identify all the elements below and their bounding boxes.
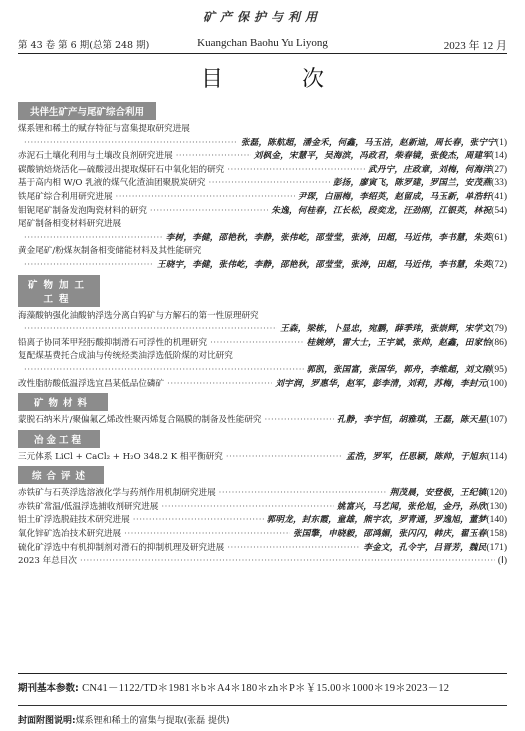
entry-title: 蒙脱石纳米片/聚偏氟乙烯改性聚丙烯复合隔膜的制备及性能研究 [18, 415, 262, 426]
entry-authors: 张国擎，申晓毅，邵鸿媚，张闪闪，韩庆，翟玉春 [292, 529, 487, 540]
entry-page: (140) [486, 515, 507, 526]
cover-text: 煤系锂和稀土的富集与提取(张磊 提供) [75, 716, 230, 726]
entry-page: (41) [491, 191, 507, 202]
entry-authors: 刘宇润，罗惠华，赵军，彭李清，刘莉，苏梅，李封元 [275, 378, 487, 389]
toc-entry[interactable] [18, 205, 507, 219]
entry-authors: 王晓宇，李健，张伟屹，李静，邵艳秋，邵莹莹，张涛，田超，马近伟，李书慧，朱英 [157, 259, 492, 270]
entry-title: 海藻酸钠强化油酸钠浮选分离白钨矿与方解石的第一性原理研究 [18, 310, 259, 321]
entry-page: (158) [486, 529, 507, 540]
parameters-value: CN41－1122/TD＊1981＊b＊A4＊180＊zh＊P＊￥15.00＊1000＊19＊2023－12 [82, 683, 450, 694]
entry-title: 赤铁矿与石英浮选溶液化学与药剂作用机制研究进展 [18, 488, 216, 499]
leader-dots [265, 414, 334, 428]
journal-title: 矿产保护与利用 [202, 10, 322, 24]
entry-authors: 郭明龙，封东霞，童雄，熊宇农，罗青通，罗逸旭，董梦 [266, 515, 487, 526]
toc-entry[interactable] [18, 245, 507, 272]
toc-entry[interactable] [18, 528, 507, 542]
issue-date: 2023 年 12 月 [443, 40, 507, 52]
entry-page: (171) [486, 542, 507, 553]
entry-title: 三元体系 LiCl + CaCl₂ + H₂O 348.2 K 相平衡研究 [18, 451, 223, 462]
entry-authors: 荆茂晨，安登极，王纪镇 [389, 488, 487, 499]
entry-page: (54) [491, 205, 507, 216]
entry-authors: 尹琛，白丽梅，李绍英，赵留成，马玉新，单浩轩 [297, 191, 492, 202]
leader-dots [24, 259, 154, 273]
journal-parameters [18, 680, 507, 695]
leader-dots [227, 164, 365, 178]
toc-entry[interactable] [18, 350, 507, 377]
entry-title: 钼铌尾矿制备发泡陶瓷材料的研究 [18, 205, 147, 216]
entry-page: (33) [491, 178, 507, 189]
entry-title: 赤泥石土壤化利用与土壤改良剂研究进展 [18, 151, 173, 162]
leader-dots [219, 487, 387, 501]
entry-page: (27) [491, 164, 507, 175]
toc-entry[interactable] [18, 310, 507, 337]
entry-title: 黄金尾矿/粉煤灰制备相变储能材料及其性能研究 [18, 246, 202, 257]
toc-entry[interactable] [18, 414, 507, 428]
entry-page: (95) [491, 364, 507, 375]
entry-title: 赤铁矿常温/低温浮选捕收剂研究进展 [18, 501, 159, 512]
entry-title: 复配煤基费托合成油与传统烃类油浮选低阶煤的对比研究 [18, 351, 233, 362]
toc-entry[interactable] [18, 218, 507, 245]
toc-entry[interactable] [18, 451, 507, 465]
issue-header [18, 37, 507, 51]
entry-authors: 孔静，李宇恒，胡雅琪，王磊，陈天星 [336, 415, 487, 426]
toc-entry[interactable] [18, 555, 507, 569]
leader-dots [161, 501, 334, 515]
header-rule [18, 53, 507, 54]
toc-entry[interactable] [18, 177, 507, 191]
entry-authors: 武丹宁，庄政章，刘梅，何海洋 [368, 164, 492, 175]
leader-dots [210, 337, 303, 351]
entry-title: 基于高内相 W/O 乳液的煤气化渣油团聚脱炭研究 [18, 178, 206, 189]
toc-entry[interactable] [18, 487, 507, 501]
toc-entry[interactable] [18, 501, 507, 515]
entry-title: 铝土矿浮选脱硅技术研究进展 [18, 515, 130, 526]
entry-authors: 姚富兴，马艺闻，张伦旭，金丹，孙欣 [336, 501, 487, 512]
leader-dots [24, 364, 304, 378]
entry-authors: 彭扬，廖寅飞，陈罗建，罗国兰，安茂燕 [332, 178, 492, 189]
leader-dots [167, 378, 272, 392]
entry-title: 2023 年总目次 [18, 556, 77, 567]
entry-page: (86) [491, 337, 507, 348]
footer-rule-2 [18, 705, 507, 706]
section-heading: 冶金工程 [18, 430, 100, 448]
entry-page: (Ⅰ) [497, 556, 507, 567]
entry-authors: 桂婉婷，雷大士，王宇斌，张帅，赵鑫，田家怡 [306, 337, 492, 348]
issue-number: 第 43 卷 第 6 期(总第 248 期) [18, 40, 150, 51]
entry-page: (120) [486, 488, 507, 499]
toc-entry[interactable] [18, 191, 507, 205]
leader-dots [226, 451, 343, 465]
entry-page: (72) [491, 259, 507, 270]
toc-entry[interactable] [18, 123, 507, 150]
table-of-contents [18, 100, 507, 569]
leader-dots [227, 542, 360, 556]
leader-dots [24, 137, 238, 151]
entry-title: 尾矿制备相变材料研究进展 [18, 219, 122, 230]
entry-title: 碳酸钠焙烧活化—硫酸浸出提取煤矸石中氧化铝的研究 [18, 164, 225, 175]
toc-entry[interactable] [18, 164, 507, 178]
parameters-label: 期刊基本参数: [18, 683, 79, 694]
section-heading: 共伴生矿产与尾矿综合利用 [18, 102, 156, 120]
footer-rule [18, 673, 507, 674]
leader-dots [133, 514, 264, 528]
journal-pinyin: Kuangchan Baohu Yu Liyong [197, 37, 328, 49]
entry-authors: 王森，梁栋，卜显忠，宛鹏，薛季玮，张崇辉，宋学文 [280, 324, 492, 335]
leader-dots [176, 150, 251, 164]
entry-page: (130) [486, 501, 507, 512]
leader-dots [24, 232, 163, 246]
cover-note [18, 713, 507, 726]
entry-authors: 李树，李健，邵艳秋，李静，张伟屹，邵莹莹，张涛，田超，马近伟，李书慧，朱英 [165, 232, 492, 243]
entry-authors: 郭凯，张国富，张国华，郭舟，李维超，刘文刚 [306, 364, 492, 375]
leader-dots [116, 191, 295, 205]
entry-authors: 孟浩，罗军，任思颖，陈帅，于旭东 [346, 451, 487, 462]
entry-page: (107) [486, 415, 507, 426]
leader-dots [209, 177, 330, 191]
toc-entry[interactable] [18, 150, 507, 164]
entry-title: 硫化矿浮选中有机抑制剂对滑石的抑制机理及研究进展 [18, 542, 225, 553]
section-heading: 矿物材料 [18, 393, 108, 411]
toc-entry[interactable] [18, 542, 507, 556]
entry-authors: 李金文，孔令宇，吕晋芳，魏民 [363, 542, 487, 553]
section-heading: 矿物加工工程 [18, 275, 100, 307]
entry-page: (114) [486, 451, 507, 462]
entry-title: 煤系锂和稀土的赋存特征与富集提取研究进展 [18, 124, 190, 134]
leader-dots [124, 528, 290, 542]
leader-dots [80, 555, 495, 569]
entry-page: (100) [486, 378, 507, 389]
entry-title: 改性脂肪酸低温浮选宜昌某低品位磷矿 [18, 378, 165, 389]
toc-entry[interactable] [18, 514, 507, 528]
entry-page: (1) [495, 137, 507, 148]
leader-dots [24, 323, 277, 337]
entry-page: (61) [491, 232, 507, 243]
entry-title: 氧化锌矿选冶技术研究进展 [18, 529, 122, 540]
entry-page: (14) [491, 151, 507, 162]
entry-title: 铁尾矿综合利用研究进展 [18, 191, 113, 202]
entry-page: (79) [491, 324, 507, 335]
leader-dots [150, 205, 268, 219]
entry-authors: 刘枫金，宋慧平，吴海滨，冯政君，柴春镜，张俊杰，周建军 [253, 151, 492, 162]
cover-label: 封面附图说明: [18, 716, 76, 726]
entry-authors: 朱逸，何桂春，江长松，段奕龙，汪劲刚，江银英，林祝 [271, 205, 492, 216]
toc-entry[interactable] [18, 337, 507, 351]
entry-title: 铅离子协同苯甲羟肟酸抑制滑石可浮性的机理研究 [18, 337, 208, 348]
section-heading: 综合评述 [18, 466, 104, 484]
page-title: 目 次 [201, 67, 360, 92]
toc-entry[interactable] [18, 378, 507, 392]
entry-authors: 张磊，陈航超，潘金禾，何鑫，马玉洁，赵新迪，周长春，张宁宁 [240, 137, 496, 148]
